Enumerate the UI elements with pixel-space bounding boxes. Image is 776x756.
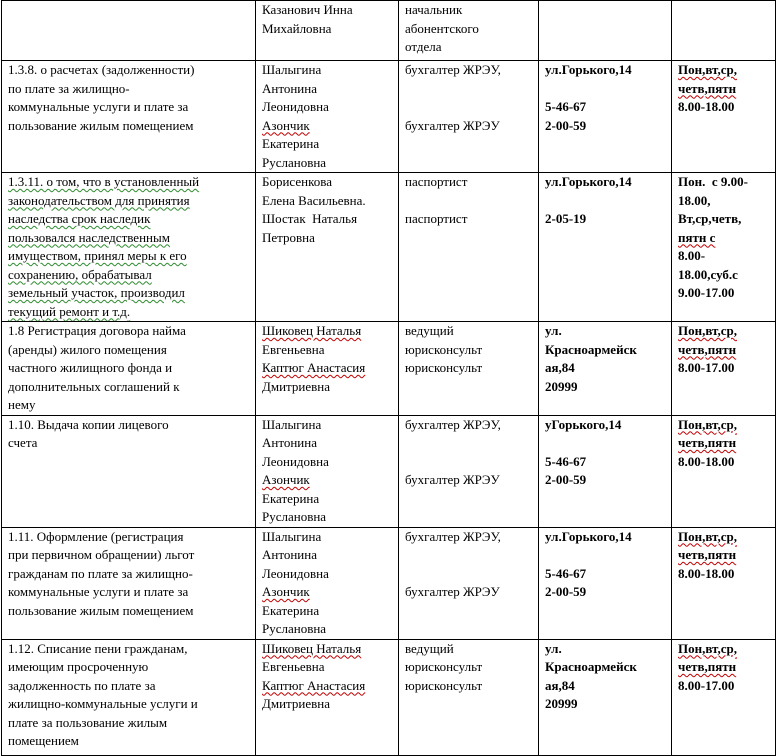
table-row	[2, 639, 776, 755]
service-cell: 1.12. Списание пени гражданам, имеющим просроченную задолженность по плате за жилищно-коммунальные услуги и плате за пользование жилым помещением	[2, 639, 256, 755]
services-table	[1, 0, 776, 756]
table-row	[2, 1, 776, 61]
position-cell: бухгалтер ЖРЭУ, бухгалтер ЖРЭУ	[399, 61, 539, 173]
person-cell: Шалыгина Антонина Леонидовна Азончик Екатерина Руслановна	[256, 61, 399, 173]
person-cell: Казанович Инна Михайловна	[256, 1, 399, 61]
service-cell: 1.11. Оформление (регистрация при первичном обращении) льгот гражданам по плате за жилищно- коммунальные услуги и плате за пользование жилым помещением	[2, 527, 256, 639]
service-cell: 1.10. Выдача копии лицевого счета	[2, 415, 256, 527]
address-cell: уГорького,14 5-46-67 2-00-59	[539, 415, 672, 527]
address-cell: ул.Горького,14 2-05-19	[539, 173, 672, 322]
position-cell: ведущий юрисконсульт юрисконсульт	[399, 322, 539, 416]
table-row	[2, 527, 776, 639]
person-cell: Борисенкова Елена Васильевна. Шостак Наталья Петровна	[256, 173, 399, 322]
address-cell: ул. Красноармейск ая,84 20999	[539, 639, 672, 755]
position-cell: бухгалтер ЖРЭУ, бухгалтер ЖРЭУ	[399, 415, 539, 527]
schedule-cell: Пон,вт,ср, четв,пятн 8.00-18.00	[672, 415, 776, 527]
address-cell: ул.Горького,14 5-46-67 2-00-59	[539, 61, 672, 173]
position-cell: бухгалтер ЖРЭУ, бухгалтер ЖРЭУ	[399, 527, 539, 639]
table-row	[2, 415, 776, 527]
table-row	[2, 322, 776, 416]
schedule-cell: Пон,вт,ср, четв,пятн 8.00-17.00	[672, 639, 776, 755]
address-cell: ул.Горького,14 5-46-67 2-00-59	[539, 527, 672, 639]
schedule-cell	[672, 1, 776, 61]
schedule-cell: Пон,вт,ср, четв,пятн 8.00-18.00	[672, 61, 776, 173]
person-cell: Шалыгина Антонина Леонидовна Азончик Екатерина Руслановна	[256, 415, 399, 527]
person-cell: Шиковец Наталья Евгеньевна Каптюг Анастасия Дмитриевна	[256, 322, 399, 416]
person-cell: Шалыгина Антонина Леонидовна Азончик Екатерина Руслановна	[256, 527, 399, 639]
schedule-cell: Пон,вт,ср, четв,пятн 8.00-17.00	[672, 322, 776, 416]
position-cell: ведущий юрисконсульт юрисконсульт	[399, 639, 539, 755]
position-cell: начальник абонентского отдела	[399, 1, 539, 61]
position-cell: паспортист паспортист	[399, 173, 539, 322]
address-cell	[539, 1, 672, 61]
schedule-cell: Пон. с 9.00- 18.00, Вт,ср,четв, пятн с 8.00- 18.00,суб.с 9.00-17.00	[672, 173, 776, 322]
service-cell: 1.3.8. о расчетах (задолженности) по плате за жилищно- коммунальные услуги и плате за пользование жилым помещением	[2, 61, 256, 173]
address-cell: ул. Красноармейск ая,84 20999	[539, 322, 672, 416]
service-cell: 1.3.11. о том, что в установленный законодательством для принятия наследства срок наследик пользовался наследственным имуществом, принял меры к его сохранению, обрабатывал земельный участок, производил текущий ремонт и т.д.	[2, 173, 256, 322]
table-row	[2, 61, 776, 173]
service-cell: 1.8 Регистрация договора найма (аренды) жилого помещения частного жилищного фонда и дополнительных соглашений к нему	[2, 322, 256, 416]
person-cell: Шиковец Наталья Евгеньевна Каптюг Анастасия Дмитриевна	[256, 639, 399, 755]
table-row	[2, 173, 776, 322]
service-cell	[2, 1, 256, 61]
schedule-cell: Пон,вт,ср, четв,пятн 8.00-18.00	[672, 527, 776, 639]
